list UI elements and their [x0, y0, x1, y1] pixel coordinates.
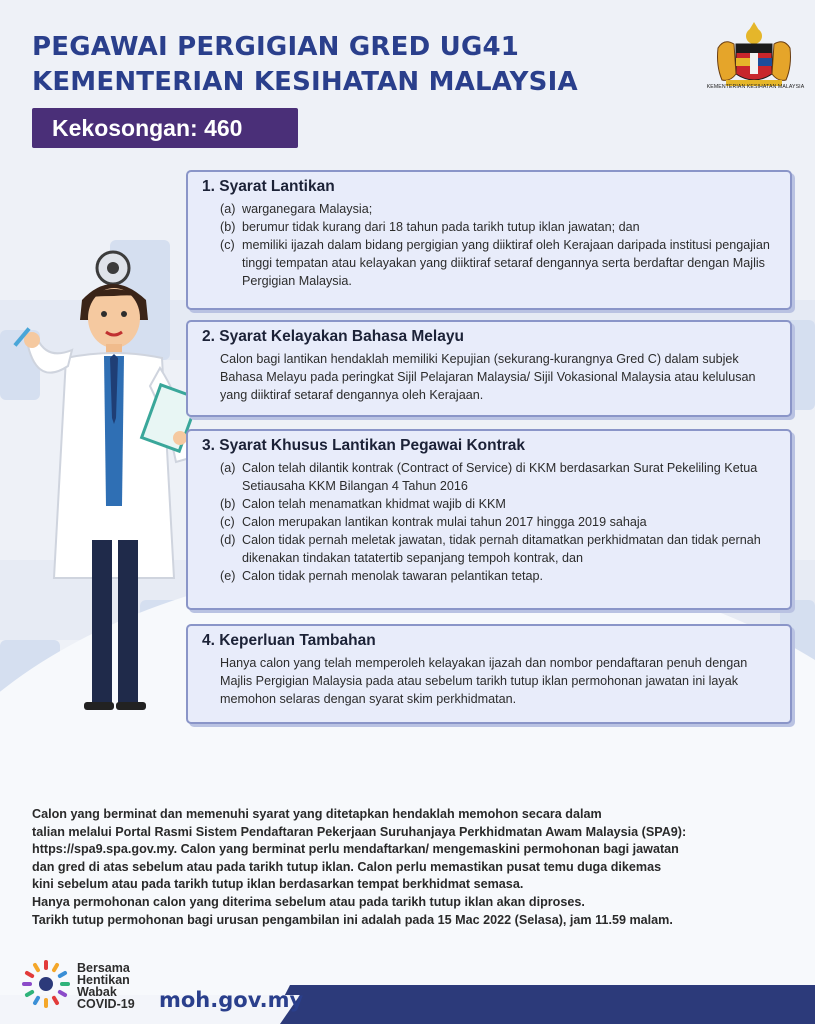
section-keperluan-tambahan — [186, 624, 792, 724]
list-item — [220, 218, 774, 236]
section-syarat-bahasa-melayu — [186, 320, 792, 417]
item-text: Calon tidak pernah meletak jawatan, tidak pernah ditamatkan perkhidmatan dan tidak pernah dikenakan tindakan tatatertib sepanjang tempoh kontrak, dan — [242, 533, 761, 565]
vacancy-badge: Kekosongan: 460 — [32, 108, 298, 148]
covid-sunburst-logo-icon — [20, 958, 72, 1010]
instruction-line: Hanya permohonan calon yang diterima sebelum atau pada tarikh tutup iklan akan diproses. — [32, 894, 585, 909]
item-text: memiliki ijazah dalam bidang pergigian yang diiktiraf oleh Kerajaan daripada institusi pengajian tinggi tempatan atau kelayakan yang diiktiraf setaraf dengannya serta berdaftar dengan Majlis Pergigian Malaysia. — [242, 238, 770, 288]
website-link[interactable]: moh.gov.my — [159, 988, 304, 1012]
crest-caption: KEMENTERIAN KESIHATAN MALAYSIA — [706, 84, 805, 90]
instruction-line: Calon yang berminat dan memenuhi syarat yang ditetapkan hendaklah memohon secara dalam — [32, 807, 602, 821]
instruction-line: Tarikh tutup permohonan bagi urusan pengambilan ini adalah pada 15 Mac 2022 (Selasa), jam 11.59 malam. — [32, 912, 673, 927]
dentist-illustration — [10, 240, 210, 730]
title-line-1: PEGAWAI PERGIGIAN GRED UG41 — [32, 32, 520, 62]
instruction-line: kini sebelum atau pada tarikh tutup iklan berdasarkan tempat berkhidmat semasa. — [32, 877, 524, 892]
application-instructions — [32, 806, 792, 929]
item-label: (d) — [220, 533, 236, 547]
section-body — [220, 200, 774, 290]
section-body: Hanya calon yang telah memperoleh kelayakan ijazah dan nombor pendaftaran penuh dengan Majlis Pergigian Malaysia pada atau sebelum tarikh tutup iklan permohonan jawatan ini layak memohon selaras dengan syarat skim perkhidmatan. — [220, 656, 748, 706]
item-label: (b) — [220, 497, 236, 511]
section-title: 1. Syarat Lantikan — [202, 178, 335, 195]
item-text: Calon telah menamatkan khidmat wajib di KKM — [242, 497, 506, 511]
page-title — [32, 30, 578, 100]
item-text: berumur tidak kurang dari 18 tahun pada tarikh tutup iklan jawatan; dan — [242, 220, 640, 234]
covid-text-line: Wabak — [77, 985, 117, 999]
item-label: (c) — [220, 238, 235, 252]
section-title: 3. Syarat Khusus Lantikan Pegawai Kontrak — [202, 437, 526, 454]
list-item — [220, 459, 774, 495]
item-text: Calon merupakan lantikan kontrak mulai tahun 2017 hingga 2019 sahaja — [242, 515, 647, 529]
section-title: 2. Syarat Kelayakan Bahasa Melayu — [202, 328, 464, 345]
section-syarat-lantikan — [186, 170, 792, 310]
item-label: (c) — [220, 515, 235, 529]
item-label: (b) — [220, 220, 236, 234]
item-text: warganegara Malaysia; — [242, 202, 373, 216]
item-text: Calon telah dilantik kontrak (Contract of Service) di KKM berdasarkan Surat Pekeliling Ketua Setiausaha KKM Bilangan 4 Tahun 2016 — [242, 461, 758, 493]
instruction-line: https://spa9.spa.gov.my. Calon yang berminat perlu mendaftarkan/ mengemaskini permohonan bagi jawatan — [32, 842, 679, 857]
instruction-line: dan gred di atas sebelum atau pada tarikh tutup iklan. Calon perlu memastikan pusat temu duga dikemas — [32, 859, 662, 874]
list-item — [220, 513, 774, 531]
item-label: (a) — [220, 202, 236, 216]
list-item — [220, 567, 774, 585]
list-item — [220, 495, 774, 513]
covid-text-line: COVID-19 — [77, 997, 135, 1011]
title-line-2: KEMENTERIAN KESIHATAN MALAYSIA — [32, 67, 578, 97]
item-label: (a) — [220, 461, 236, 475]
list-item — [220, 531, 774, 567]
item-text: Calon tidak pernah menolak tawaran pelantikan tetap. — [242, 569, 544, 583]
section-body: Calon bagi lantikan hendaklah memiliki Kepujian (sekurang-kurangnya Gred C) dalam subjek Bahasa Melayu pada peringkat Sijil Pelajaran Malaysia/ Sijil Vokasional Malaysia atau kelulusan yang diiktiraf setaraf dengannya oleh Kerajaan. — [220, 352, 756, 402]
item-label: (e) — [220, 569, 236, 583]
covid-text-line: Hentikan — [77, 973, 130, 987]
covid-text-line: Bersama — [77, 961, 130, 975]
list-item — [220, 200, 774, 218]
covid-campaign-text — [77, 962, 135, 1010]
section-syarat-khusus-kontrak — [186, 429, 792, 610]
list-item — [220, 236, 774, 290]
malaysia-coat-of-arms-icon — [706, 14, 802, 110]
section-title: 4. Keperluan Tambahan — [202, 632, 376, 649]
section-body — [220, 459, 774, 585]
instruction-line: talian melalui Portal Rasmi Sistem Pendaftaran Pekerjaan Suruhanjaya Perkhidmatan Awam Malaysia (SPA9): — [32, 824, 687, 839]
